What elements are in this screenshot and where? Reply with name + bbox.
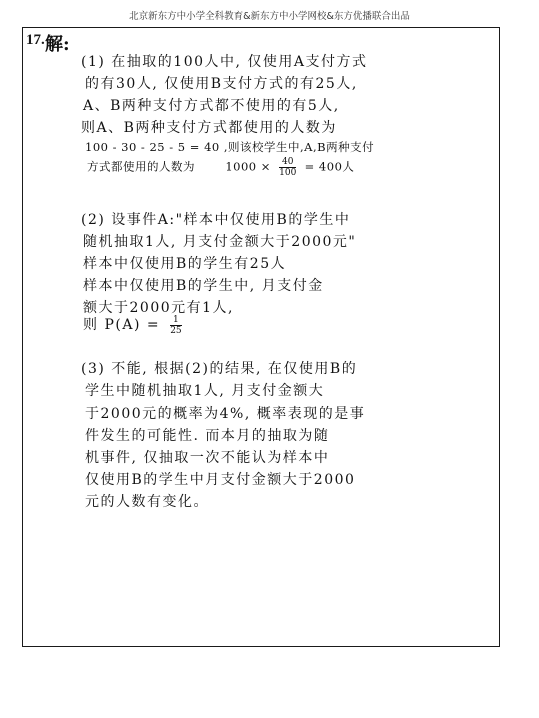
part1-fraction bbox=[279, 157, 296, 178]
part2-fraction-denominator: 25 bbox=[170, 325, 182, 336]
part1-final-result: = 400人 bbox=[304, 159, 355, 174]
part3-line-2: 学生中随机抽取1人, 月支付金额大 bbox=[85, 383, 325, 399]
part3-line-1: (3) 不能, 根据(2)的结果, 在仅使用B的 bbox=[81, 361, 358, 377]
part3-line-4: 件发生的可能性. 而本月的抽取为随 bbox=[85, 428, 330, 444]
part2-line-3: 样本中仅使用B的学生有25人 bbox=[83, 256, 287, 272]
part2-line-5: 额大于2000元有1人, bbox=[83, 300, 234, 316]
part1-line-3: A、B两种支付方式都不使用的有5人, bbox=[83, 98, 340, 114]
part1-fraction-numerator: 40 bbox=[279, 157, 296, 168]
part1-final-line bbox=[87, 157, 354, 178]
part2-line-4: 样本中仅使用B的学生中, 月支付金 bbox=[83, 278, 324, 294]
answer-frame bbox=[22, 27, 500, 647]
question-number: 17. bbox=[26, 32, 45, 48]
part3-line-3: 于2000元的概率为4%, 概率表现的是事 bbox=[85, 406, 366, 422]
part1-line-2: 的有30人, 仅使用B支付方式的有25人, bbox=[85, 76, 358, 92]
solution-mark: 解: bbox=[45, 34, 70, 55]
part3-line-6: 仅使用B的学生中月支付金额大于2000 bbox=[85, 472, 356, 488]
part1-final-prefix: 方式都使用的人数为 bbox=[87, 159, 195, 174]
part1-final-multiplier: 1000 × bbox=[225, 159, 271, 174]
part1-line-4: 则A、B两种支付方式都使用的人数为 bbox=[81, 120, 337, 136]
page-header: 北京新东方中小学全科教育&新东方中小学网校&东方优播联合出品 bbox=[129, 11, 410, 22]
part2-fraction-numerator: 1 bbox=[170, 315, 182, 326]
part3-line-7: 元的人数有变化。 bbox=[85, 494, 209, 510]
part2-fraction bbox=[170, 315, 182, 336]
part1-fraction-denominator: 100 bbox=[279, 168, 297, 178]
part1-calc-line: 100 - 30 - 25 - 5 = 40 ,则该校学生中,A,B两种支付 bbox=[85, 140, 375, 154]
part3-line-5: 机事件, 仅抽取一次不能认为样本中 bbox=[85, 450, 330, 466]
part2-line-1: (2) 设事件A:"样本中仅使用B的学生中 bbox=[81, 212, 351, 228]
part1-line-1: (1) 在抽取的100人中, 仅使用A支付方式 bbox=[81, 54, 368, 70]
part2-prob-line bbox=[83, 314, 186, 336]
part2-line-2: 随机抽取1人, 月支付金额大于2000元" bbox=[83, 234, 357, 250]
part2-prob-prefix: 则 P(A) = bbox=[83, 317, 161, 333]
